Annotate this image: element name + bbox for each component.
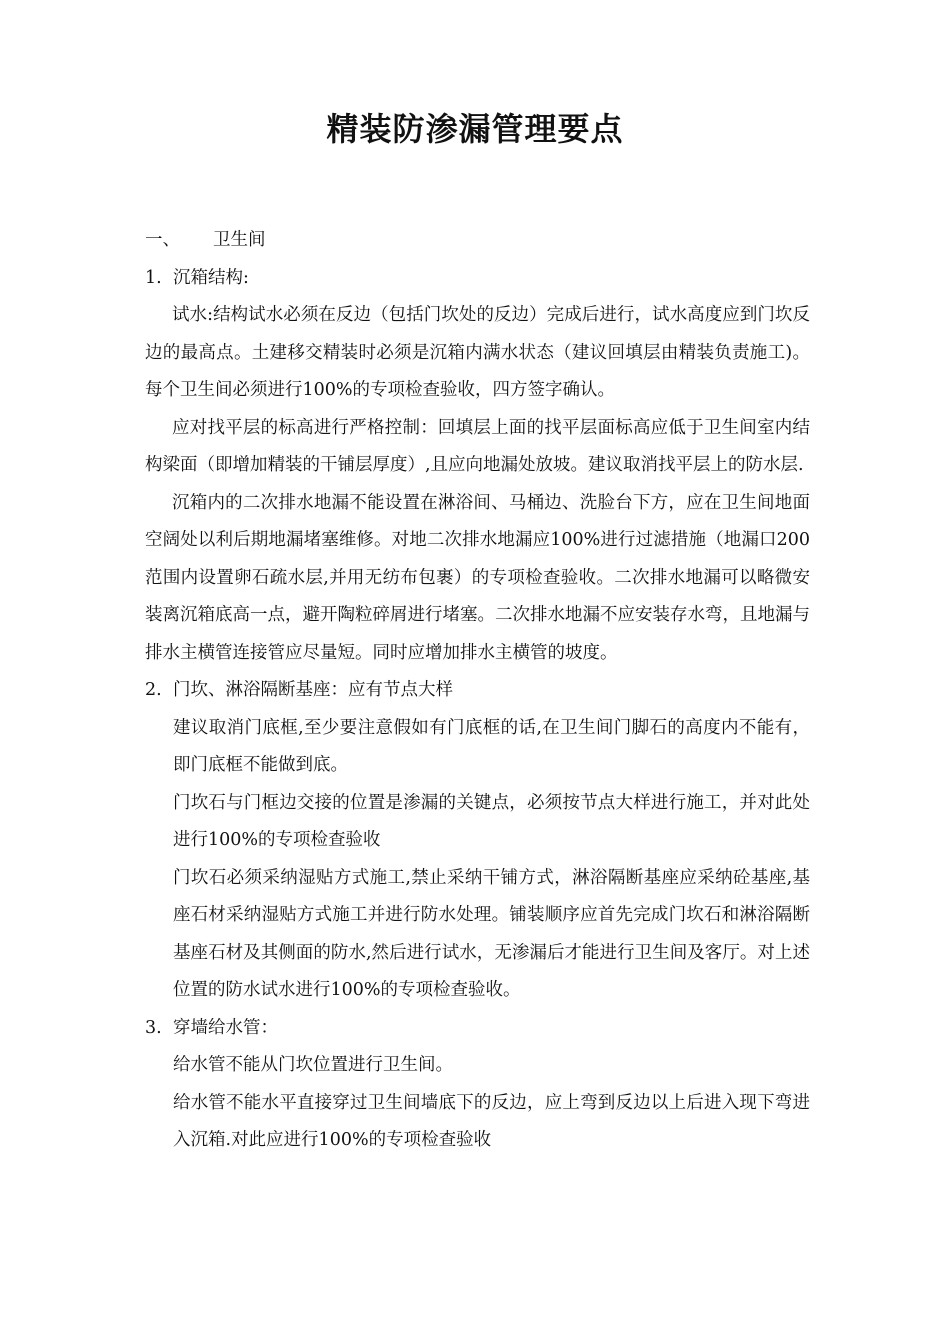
subsection-number: 2. [145,680,162,700]
section-number: 一、 [145,230,180,250]
document-body [145,222,810,1160]
subsection-heading [145,260,810,298]
subsection-title: 穿墙给水管： [173,1017,278,1038]
subsection-body [173,710,810,1010]
paragraph: 门坎石与门框边交接的位置是渗漏的关键点，必须按节点大样进行施工，并对此处进行100%的专项检查验收 [173,792,810,850]
paragraph: 应对找平层的标高进行严格控制：回填层上面的找平层面标高应低于卫生间室内结构梁面（即增加精装的干铺层厚度）,且应向地漏处放坡。建议取消找平层上的防水层. [145,417,810,475]
paragraph: 给水管不能水平直接穿过卫生间墙底下的反边，应上弯到反边以上后进入现下弯进入沉箱.对此应进行100%的专项检查验收 [173,1092,810,1150]
paragraph: 沉箱内的二次排水地漏不能设置在淋浴间、马桶边、洗脸台下方，应在卫生间地面空阔处以利后期地漏堵塞维修。对地二次排水地漏应100%进行过滤措施（地漏口200范围内设置卵石疏水层,并用无纺布包裹）的专项检查验收。二次排水地漏可以略微安装离沉箱底高一点，避开陶粒碎屑进行堵塞。二次排水地漏不应安装存水弯，且地漏与排水主横管连接管应尽量短。同时应增加排水主横管的坡度。 [145,492,810,663]
paragraph: 给水管不能从门坎位置进行卫生间。 [173,1055,453,1075]
paragraph: 试水:结构试水必须在反边（包括门坎处的反边）完成后进行，试水高度应到门坎反边的最高点。土建移交精装时必须是沉箱内满水状态（建议回填层由精装负责施工)。每个卫生间必须进行100%的专项检查验收，四方签字确认。 [145,305,810,400]
section-heading [145,222,810,260]
section-title: 卫生间 [213,230,266,250]
paragraph: 建议取消门底框,至少要注意假如有门底框的话,在卫生间门脚石的高度内不能有，即门底框不能做到底。 [173,717,810,775]
paragraph: 门坎石必须采纳湿贴方式施工,禁止采纳干铺方式，淋浴隔断基座应采纳砼基座,基座石材采纳湿贴方式施工并进行防水处理。铺装顺序应首先完成门坎石和淋浴隔断基座石材及其侧面的防水,然后进行试水，无渗漏后才能进行卫生间及客厅。对上述位置的防水试水进行100%的专项检查验收。 [173,867,810,1000]
subsection-heading [145,672,810,710]
subsection-number: 3. [145,1017,162,1038]
subsection-number: 1. [145,267,162,288]
subsection-heading [145,1010,810,1048]
subsection-body [173,1047,810,1160]
subsection-title: 沉箱结构: [173,267,249,288]
document-title: 精装防渗漏管理要点 [326,110,624,148]
subsection-title: 门坎、淋浴隔断基座：应有节点大样 [173,680,453,700]
